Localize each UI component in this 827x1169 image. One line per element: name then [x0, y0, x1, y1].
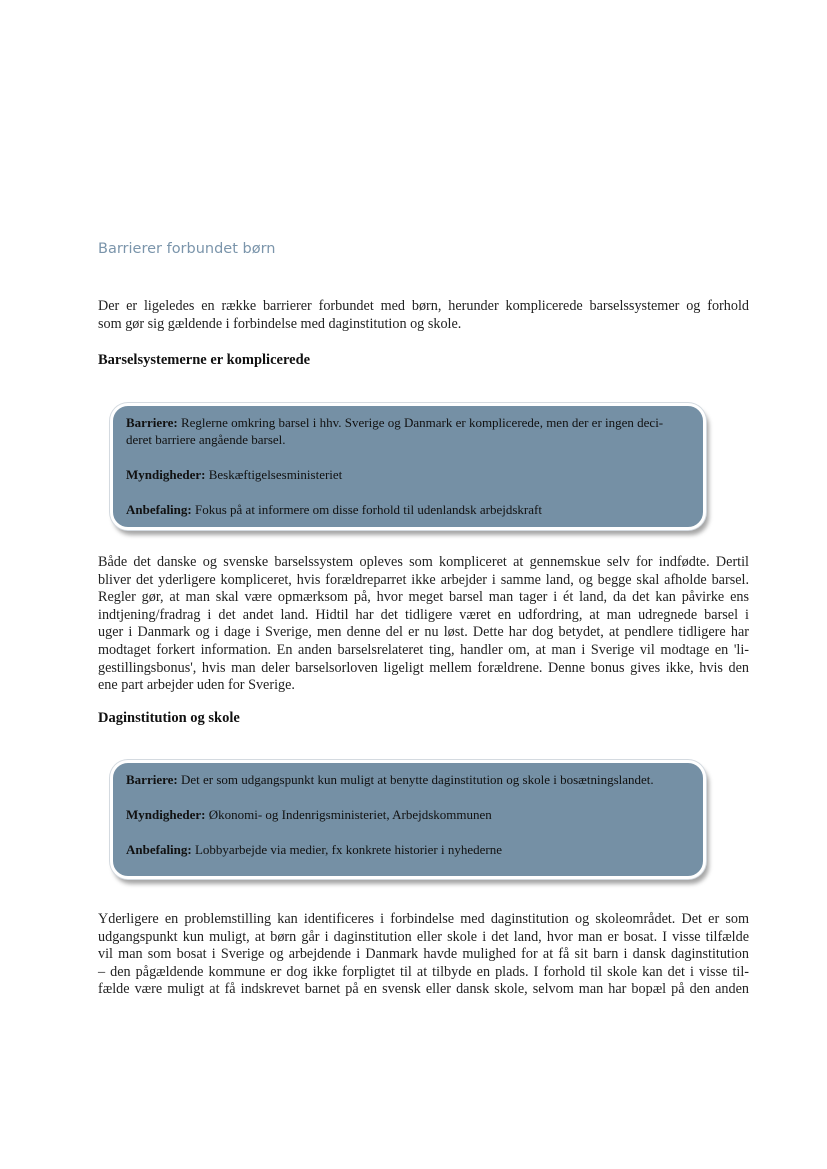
barrier-box-daginstitution: [110, 760, 706, 879]
paragraph-line: Regler gør, at man skal være opmærksom på, hvor meget barsel man tager i ét land, da det kan påvirke ens: [98, 589, 749, 606]
barrier-box-barsel: [110, 403, 706, 530]
barrier-label: Barriere:: [126, 415, 178, 430]
barrier-text: Det er som udgangspunkt kun muligt at benytte daginstitution og skole i bosætningslandet.: [180, 772, 654, 787]
authority-text: Økonomi- og Indenrigsministeriet, Arbejdskommunen: [208, 807, 492, 822]
subheading-daginstitution: Daginstitution og skole: [98, 710, 240, 726]
authority-row: [126, 467, 689, 484]
authority-row: [126, 807, 689, 824]
recommendation-label: Anbefaling:: [126, 842, 192, 857]
section-title: Barrierer forbundet børn: [98, 241, 276, 257]
barrier-label: Barriere:: [126, 772, 178, 787]
authority-label: Myndigheder:: [126, 467, 206, 482]
paragraph-line: Yderligere en problemstilling kan identificeres i forbindelse med daginstitution og skoleområdet. Det er som: [98, 911, 749, 927]
paragraph-line: vil man som bosat i Sverige og arbejdende i Danmark havde mulighed for at få sit barn i dansk daginstitution: [98, 946, 749, 963]
paragraph-line: Både det danske og svenske barselssystem opleves som kompliceret at gennemskue selv for indfødte. Dertil: [98, 554, 749, 570]
paragraph-line: Der er ligeledes en række barrierer forbundet med børn, herunder komplicerede barselssystemer og forhold: [98, 298, 749, 314]
paragraph-line: uger i Danmark og i dage i Sverige, men denne del er nu løst. Dette har dog betydet, at pendlere tidligere har: [98, 624, 749, 641]
paragraph-line: indtjening/fradrag i det andet land. Hidtil har det tidligere været en udfordring, at man udregnede barsel i: [98, 606, 749, 623]
paragraph-line: modtaget forkert information. En anden barselsrelateret ting, handler om, at man i Sverige vil modtage en 'li-: [98, 641, 749, 658]
subheading-barsel: Barselsystemerne er komplicerede: [98, 352, 311, 368]
barrier-row: [126, 415, 689, 448]
recommendation-label: Anbefaling:: [126, 502, 192, 517]
barrier-text-cont: deret barriere angående barsel.: [126, 431, 286, 447]
paragraph-line: ene part arbejder uden for Sverige.: [98, 677, 295, 694]
body-paragraph-barsel: [98, 554, 749, 695]
paragraph-line: fælde være muligt at få indskrevet barnet på en svensk eller dansk skole, selvom man har bopæl på den anden: [98, 981, 749, 998]
body-paragraph-daginstitution: [98, 911, 749, 999]
recommendation-row: [126, 502, 689, 519]
authority-text: Beskæftigelsesministeriet: [208, 467, 343, 482]
paragraph-line: gestillingsbonus', hvis man deler barselsorloven ligeligt mellem forældrene. Denne bonus gives ikke, hvis den: [98, 659, 749, 676]
authority-label: Myndigheder:: [126, 807, 206, 822]
recommendation-text: Fokus på at informere om disse forhold til udenlandsk arbejdskraft: [194, 502, 542, 517]
recommendation-row: [126, 842, 689, 859]
recommendation-text: Lobbyarbejde via medier, fx konkrete historier i nyhederne: [194, 842, 503, 857]
paragraph-line: bliver det yderligere kompliceret, hvis forældreparret ikke arbejder i samme land, og begge skal afholde barsel.: [98, 571, 749, 588]
intro-paragraph: [98, 298, 749, 333]
paragraph-line: – den pågældende kommune er dog ikke forpligtet til at tilbyde en plads. I forhold til skole kan det i visse til-: [98, 963, 749, 980]
paragraph-line: som gør sig gældende i forbindelse med daginstitution og skole.: [98, 315, 462, 332]
barrier-row: [126, 772, 689, 789]
paragraph-line: udgangspunkt kun muligt, at børn går i daginstitution eller skole i det land, hvor man er bosat. I visse tilfælde: [98, 928, 749, 945]
barrier-text: Reglerne omkring barsel i hhv. Sverige og Danmark er komplicerede, men der er ingen deci-: [180, 415, 664, 430]
